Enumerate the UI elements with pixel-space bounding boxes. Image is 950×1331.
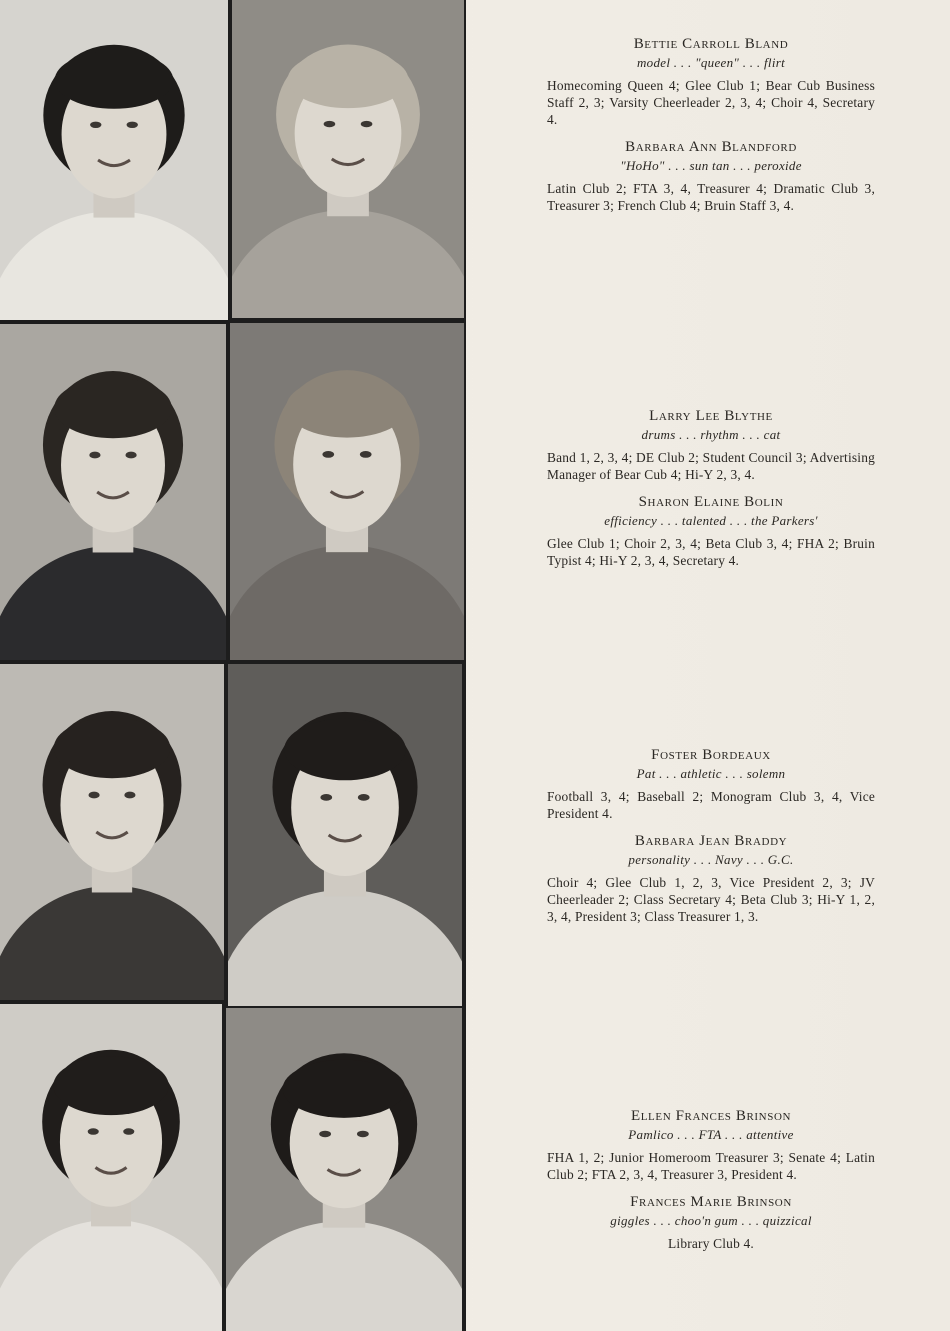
portrait-shape (361, 121, 373, 127)
student-name: Larry Lee Blythe (649, 408, 773, 424)
student-nicknames: drums . . . rhythm . . . cat (641, 427, 781, 442)
portrait-photo (0, 0, 228, 320)
portrait-shape (55, 51, 174, 109)
portrait-image (228, 664, 462, 1006)
portrait-shape (360, 451, 372, 458)
portrait-shape (324, 121, 336, 127)
student-name: Sharon Elaine Bolin (638, 494, 784, 510)
portrait-photo (0, 1004, 222, 1331)
student-activities: Choir 4; Glee Club 1, 2, 3, Vice President 2, 3; JV Cheerleader 2; Class Secretary 4; Beta Club 3; Hi-Y 1, 2, 3, 4, President 3; Class Treasurer 1, 3. (547, 875, 875, 924)
student-nicknames: model . . . "queen" . . . flirt (636, 55, 786, 70)
portrait-photo (0, 324, 226, 660)
portrait-photo (232, 0, 464, 318)
student-name: Barbara Ann Blandford (625, 139, 797, 155)
student-nicknames: efficiency . . . talented . . . the Parkers' (604, 513, 818, 528)
portrait-shape (283, 1060, 406, 1118)
portrait-image (0, 1004, 222, 1331)
portrait-shape (88, 1128, 99, 1135)
entry-group-3 (547, 746, 875, 925)
portrait-shape (284, 719, 406, 781)
student-activities: FHA 1, 2; Junior Homeroom Treasurer 3; Senate 4; Latin Club 2; FTA 2, 3, 4, Treasurer 3, President 4. (547, 1150, 875, 1182)
portrait-image (0, 324, 226, 660)
student-nicknames: giggles . . . choo'n gum . . . quizzical (610, 1213, 812, 1228)
portrait-shape (320, 794, 332, 801)
portrait-shape (288, 51, 409, 108)
portrait-shape (125, 452, 136, 459)
student-nicknames: Pat . . . athletic . . . solemn (636, 766, 786, 781)
student-activities: Library Club 4. (668, 1236, 754, 1251)
portrait-shape (54, 378, 172, 438)
portrait-shape (322, 451, 334, 458)
portrait-shape (357, 1131, 369, 1137)
portrait-shape (124, 792, 135, 799)
portrait-image (232, 0, 464, 318)
student-activities: Latin Club 2; FTA 3, 4, Treasurer 4; Dramatic Club 3, Treasurer 3; French Club 4; Bruin Staff 3, 4. (547, 181, 875, 213)
portrait-image (230, 323, 464, 660)
entry-group-4 (547, 1107, 875, 1252)
portrait-photo (230, 323, 464, 660)
student-name: Frances Marie Brinson (630, 1194, 792, 1210)
portrait-photo (226, 1008, 462, 1331)
portrait-grid (0, 0, 466, 1331)
portrait-shape (123, 1128, 134, 1135)
portrait-image (226, 1008, 462, 1331)
student-name: Foster Bordeaux (651, 747, 771, 763)
portrait-shape (54, 718, 170, 778)
student-activities: Glee Club 1; Choir 2, 3, 4; Beta Club 3, 4; FHA 2; Bruin Typist 4; Hi-Y 2, 3, 4, Secretary 4. (547, 536, 875, 568)
portrait-image (0, 0, 228, 320)
portrait-photo (228, 664, 462, 1006)
entry-group-1 (547, 35, 875, 214)
entry-group-2 (547, 407, 875, 569)
portrait-shape (89, 452, 100, 459)
student-nicknames: "HoHo" . . . sun tan . . . peroxide (620, 158, 802, 173)
student-activities: Football 3, 4; Baseball 2; Monogram Club 3, 4, Vice President 4. (547, 789, 875, 821)
portrait-photo (0, 664, 224, 1000)
student-name: Ellen Frances Brinson (630, 1108, 792, 1124)
portrait-shape (90, 122, 101, 128)
portrait-image (0, 664, 224, 1000)
portrait-shape (88, 792, 99, 799)
portrait-shape (53, 1056, 168, 1115)
student-name: Bettie Carroll Bland (633, 36, 789, 52)
student-nicknames: Pamlico . . . FTA . . . attentive (628, 1127, 794, 1142)
student-nicknames: personality . . . Navy . . . G.C. (628, 852, 794, 867)
portrait-shape (286, 377, 408, 438)
portrait-shape (358, 794, 370, 801)
portrait-shape (127, 122, 138, 128)
student-activities: Homecoming Queen 4; Glee Club 1; Bear Cub Business Staff 2, 3; Varsity Cheerleader 2, 3, 4; Choir 4, Secretary 4. (547, 78, 875, 127)
portrait-shape (319, 1131, 331, 1137)
student-activities: Band 1, 2, 3, 4; DE Club 2; Student Council 3; Advertising Manager of Bear Cub 4; Hi-Y 2, 3, 4. (547, 450, 875, 482)
student-name: Barbara Jean Braddy (634, 833, 788, 849)
